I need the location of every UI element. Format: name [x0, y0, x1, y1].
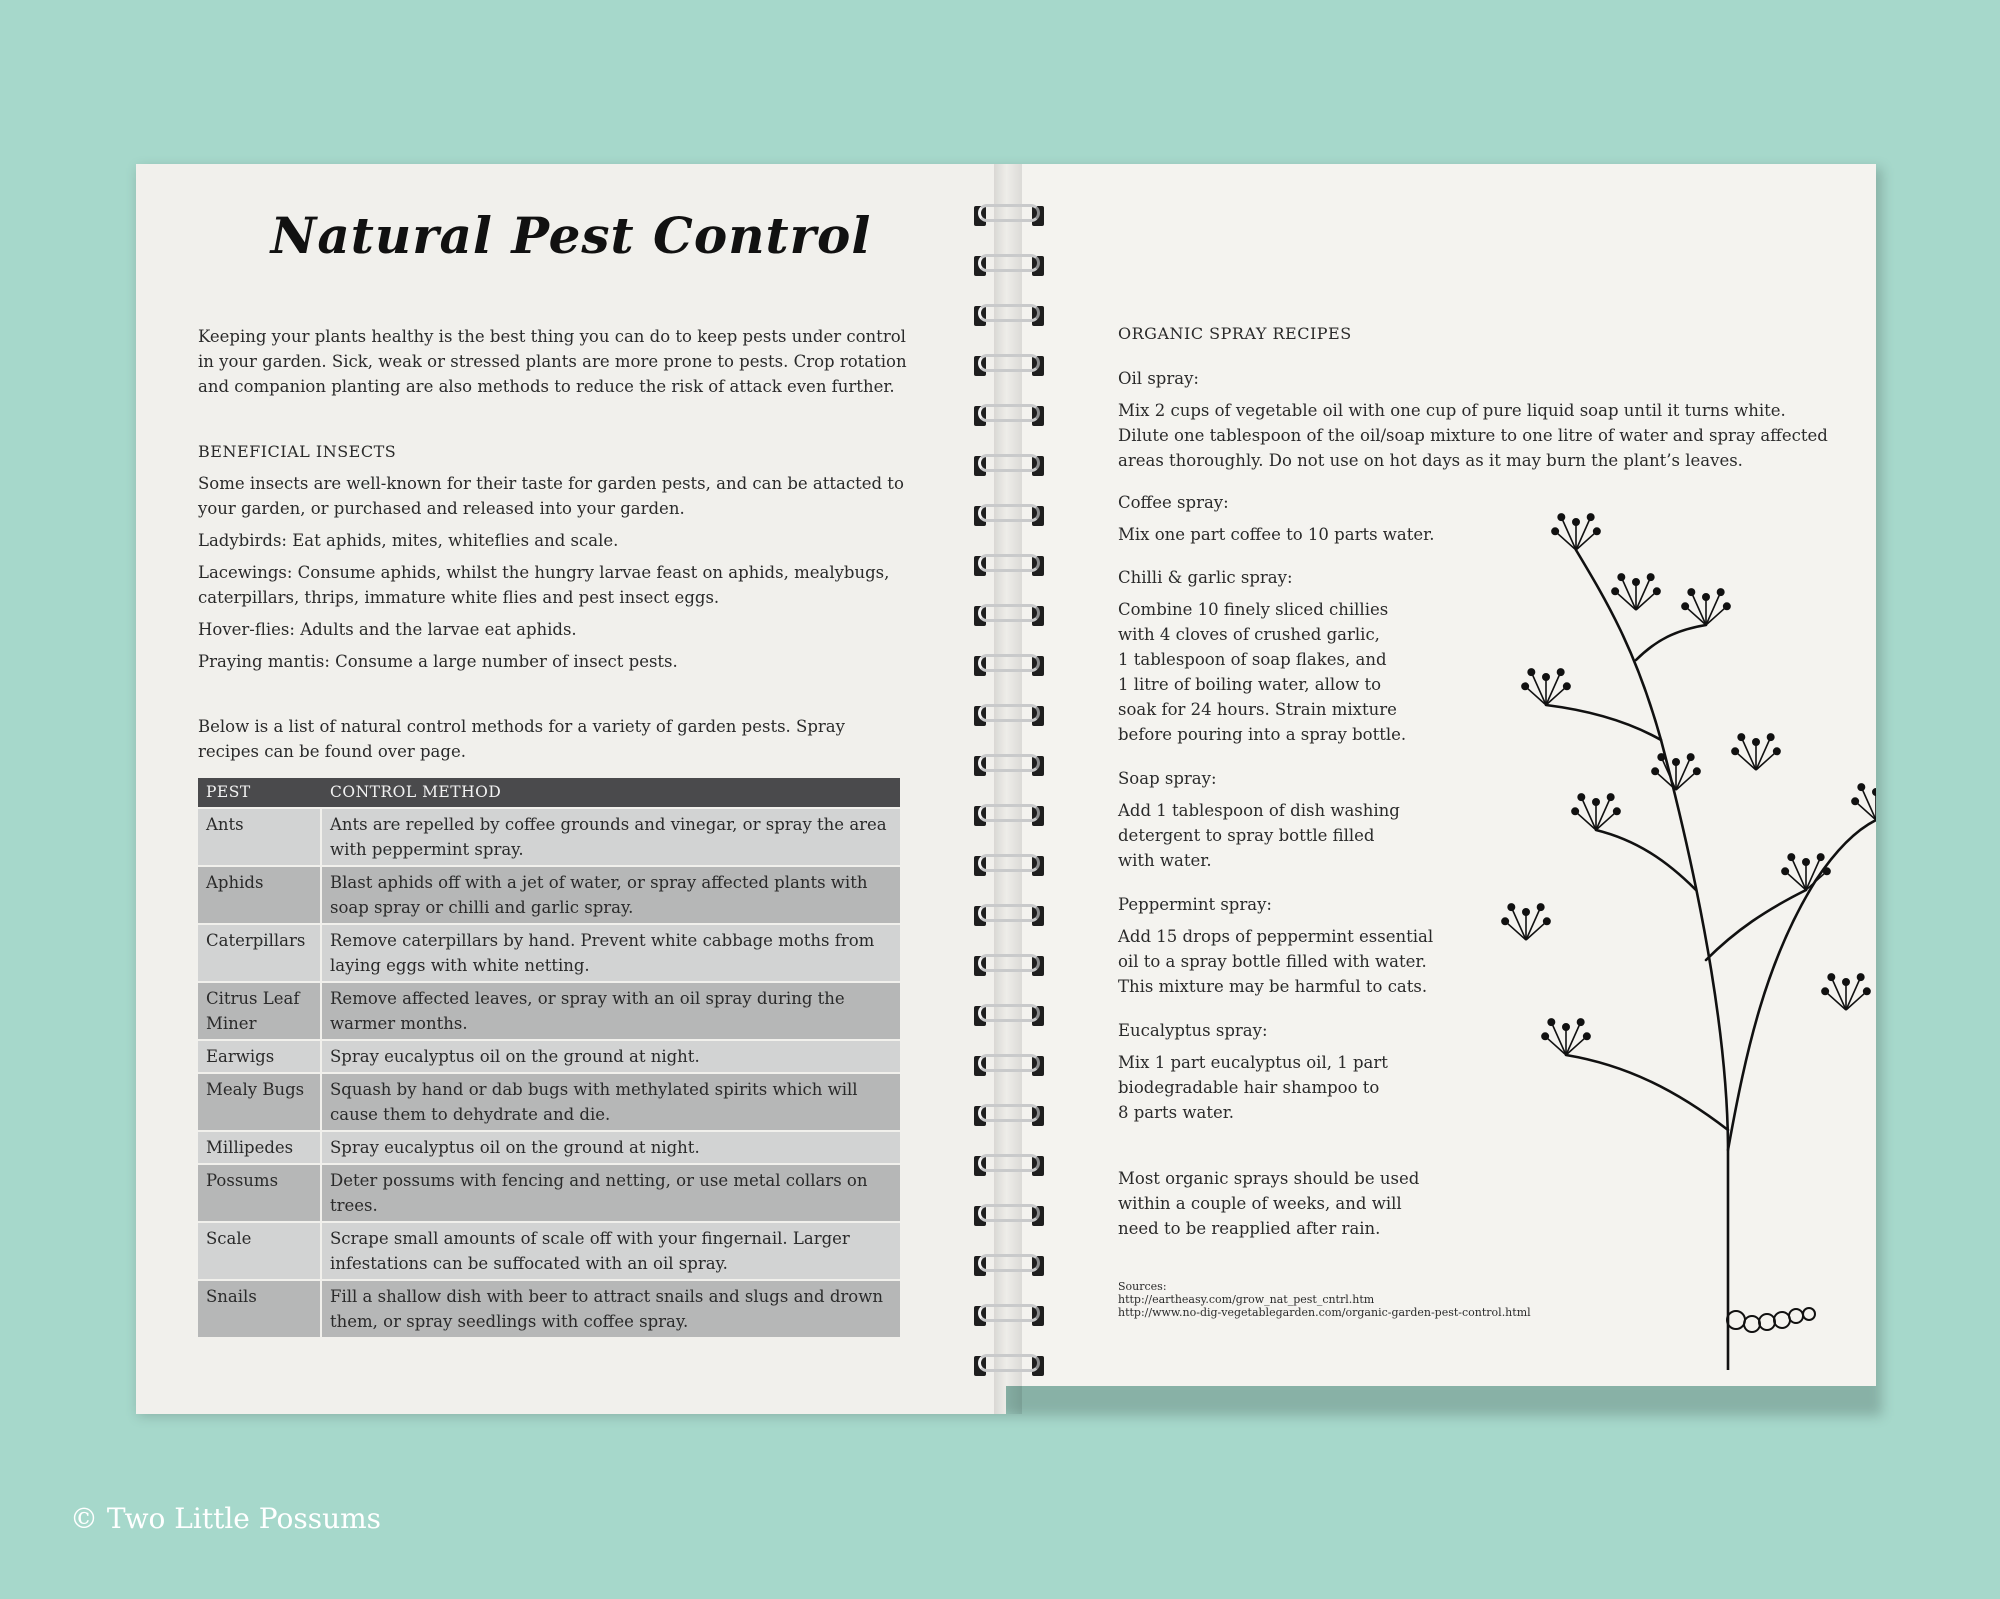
- flower-bud: [1724, 603, 1730, 609]
- method-cell: Ants are repelled by coffee grounds and vinegar, or spray the area with peppermint spray.: [322, 809, 900, 865]
- flower-stalk: [1735, 751, 1756, 770]
- table-row: [198, 925, 900, 981]
- pest-cell: Earwigs: [198, 1041, 322, 1072]
- peppermint-spray-title: Peppermint spray:: [1118, 895, 1272, 914]
- peppermint-spray-line: This mixture may be harmful to cats.: [1118, 977, 1428, 996]
- pest-cell: Snails: [198, 1281, 322, 1337]
- flower-bud: [1822, 988, 1828, 994]
- flower-bud: [1828, 974, 1834, 980]
- flower-bud: [1864, 988, 1870, 994]
- flower-bud: [1607, 794, 1613, 800]
- pest-cell: Citrus Leaf Miner: [198, 983, 322, 1039]
- soap-spray-line: Add 1 tablespoon of dish washing: [1118, 801, 1400, 820]
- plant-flower-clusters: [1502, 514, 1876, 1055]
- flower-bud: [1873, 789, 1876, 795]
- flower-stalk: [1655, 771, 1676, 790]
- flower-bud: [1563, 1024, 1569, 1030]
- flower-bud: [1508, 904, 1514, 910]
- beneficial-insects-heading: BENEFICIAL INSECTS: [198, 442, 397, 461]
- table-row: [198, 867, 900, 923]
- method-cell: Blast aphids off with a jet of water, or spray affected plants with soap spray or chilli and garlic spray.: [322, 867, 900, 923]
- flower-bud: [1594, 528, 1600, 534]
- flower-bud: [1528, 669, 1534, 675]
- peppermint-spray-line: oil to a spray bottle filled with water.: [1118, 952, 1427, 971]
- flower-bud: [1788, 854, 1794, 860]
- flower-bud: [1587, 514, 1593, 520]
- flower-bud: [1738, 734, 1744, 740]
- pest-cell: Millipedes: [198, 1132, 322, 1163]
- flower-bud: [1654, 588, 1660, 594]
- binding-coil: [974, 552, 1044, 578]
- flower-bud: [1593, 799, 1599, 805]
- binding-coil: [974, 1002, 1044, 1028]
- flower-bud: [1633, 579, 1639, 585]
- flower-bud: [1558, 514, 1564, 520]
- table-row: [198, 1223, 900, 1279]
- flower-stalk: [1785, 871, 1806, 890]
- copyright-watermark: © Two Little Possums: [70, 1502, 382, 1535]
- control-method-column-header: CONTROL METHOD: [322, 778, 900, 807]
- flower-bud: [1552, 528, 1558, 534]
- table-header-row: [198, 778, 900, 807]
- plant-upper-left-branch: [1546, 705, 1661, 740]
- flower-bud: [1824, 868, 1830, 874]
- binding-coil: [974, 202, 1044, 228]
- peppermint-spray-line: Add 15 drops of peppermint essential: [1118, 927, 1434, 946]
- flower-stalk: [1636, 591, 1657, 610]
- flower-bud: [1542, 1033, 1548, 1039]
- chilli-garlic-spray-title: Chilli & garlic spray:: [1118, 568, 1293, 587]
- closing-line: within a couple of weeks, and will: [1118, 1194, 1402, 1213]
- flower-bud: [1557, 669, 1563, 675]
- praying-mantis-text: Praying mantis: Consume a large number of insect pests.: [198, 652, 678, 671]
- oil-spray-text: Mix 2 cups of vegetable oil with one cup of pure liquid soap until it turns white. Dilute one tablespoon of the oil/soap mixture to one litre of water and spray affected areas thoroughly. Do not use on hot days as it may burn the plant’s leaves.: [1118, 401, 1828, 470]
- flower-bud: [1618, 574, 1624, 580]
- flower-bud: [1688, 589, 1694, 595]
- flower-stalk: [1526, 921, 1547, 940]
- binding-coil: [974, 252, 1044, 278]
- flower-stalk: [1825, 991, 1846, 1010]
- lacewings-text: Lacewings: Consume aphids, whilst the hungry larvae feast on aphids, mealybugs, caterpillars, thrips, immature white flies and pest insect eggs.: [198, 563, 890, 607]
- flower-bud: [1687, 754, 1693, 760]
- binding-coil: [974, 502, 1044, 528]
- flower-bud: [1573, 519, 1579, 525]
- plant-illustration: [1406, 490, 1876, 1370]
- flower-stalk: [1756, 751, 1777, 770]
- flower-bud: [1544, 918, 1550, 924]
- flower-bud: [1803, 859, 1809, 865]
- chilli-garlic-line: with 4 cloves of crushed garlic,: [1118, 625, 1380, 644]
- flower-stalk: [1706, 606, 1727, 625]
- binding-coil: [974, 1302, 1044, 1328]
- flower-bud: [1694, 768, 1700, 774]
- flower-bud: [1584, 1033, 1590, 1039]
- flower-stalk: [1505, 921, 1526, 940]
- flower-bud: [1817, 854, 1823, 860]
- flower-bud: [1522, 683, 1528, 689]
- binding-coil: [974, 1152, 1044, 1178]
- pest-cell: Ants: [198, 809, 322, 865]
- pest-cell: Mealy Bugs: [198, 1074, 322, 1130]
- spray-recipes-heading: ORGANIC SPRAY RECIPES: [1118, 324, 1352, 343]
- eucalyptus-spray-title: Eucalyptus spray:: [1118, 1021, 1268, 1040]
- flower-bud: [1577, 1019, 1583, 1025]
- beneficial-intro: Some insects are well-known for their taste for garden pests, and can be attacted to your garden, or purchased and released into your garden.: [198, 474, 904, 518]
- chilli-garlic-line: soak for 24 hours. Strain mixture: [1118, 700, 1397, 719]
- flower-bud: [1502, 918, 1508, 924]
- binding-coil: [974, 1252, 1044, 1278]
- pest-cell: Possums: [198, 1165, 322, 1221]
- flower-stalk: [1575, 811, 1596, 830]
- flower-stalk: [1855, 801, 1876, 820]
- method-cell: Fill a shallow dish with beer to attract snails and slugs and drown them, or spray seedlings with coffee spray.: [322, 1281, 900, 1337]
- flower-stalk: [1676, 771, 1697, 790]
- flower-bud: [1717, 589, 1723, 595]
- caterpillar-icon: [1727, 1308, 1815, 1332]
- plant-mid-left-branch: [1596, 830, 1696, 890]
- flower-stalk: [1576, 531, 1597, 550]
- flower-bud: [1564, 683, 1570, 689]
- flower-stalk: [1525, 686, 1546, 705]
- soap-spray-title: Soap spray:: [1118, 769, 1217, 788]
- method-cell: Spray eucalyptus oil on the ground at night.: [322, 1132, 900, 1163]
- binding-coil: [974, 752, 1044, 778]
- pest-cell: Aphids: [198, 867, 322, 923]
- flower-bud: [1614, 808, 1620, 814]
- binding-coil: [974, 1102, 1044, 1128]
- binding-coil: [974, 302, 1044, 328]
- table-row: [198, 1165, 900, 1221]
- flower-stalk: [1685, 606, 1706, 625]
- control-methods-intro: Below is a list of natural control methods for a variety of garden pests. Spray recipes can be found over page.: [198, 717, 845, 761]
- flower-bud: [1843, 979, 1849, 985]
- soap-spray-line: detergent to spray bottle filled: [1118, 826, 1375, 845]
- table-row: [198, 1041, 900, 1072]
- table-row: [198, 983, 900, 1039]
- flower-bud: [1782, 868, 1788, 874]
- binding-coil: [974, 802, 1044, 828]
- intro-paragraph: Keeping your plants healthy is the best thing you can do to keep pests under control in your garden. Sick, weak or stressed plants are more prone to pests. Crop rotation and companion planting are also methods to reduce the risk of attack even further.: [198, 327, 907, 396]
- flower-bud: [1703, 594, 1709, 600]
- flower-bud: [1658, 754, 1664, 760]
- page-title: Natural Pest Control: [270, 206, 872, 265]
- flower-stalk: [1596, 811, 1617, 830]
- flower-bud: [1652, 768, 1658, 774]
- flower-bud: [1647, 574, 1653, 580]
- flower-bud: [1543, 674, 1549, 680]
- closing-line: Most organic sprays should be used: [1118, 1169, 1420, 1188]
- pest-control-table: [198, 776, 900, 1339]
- flower-bud: [1682, 603, 1688, 609]
- chilli-garlic-line: Combine 10 finely sliced chillies: [1118, 600, 1389, 619]
- flower-bud: [1572, 808, 1578, 814]
- binding-coil: [974, 602, 1044, 628]
- flower-stalk: [1615, 591, 1636, 610]
- plant-left-branch: [1566, 1055, 1728, 1130]
- flower-bud: [1548, 1019, 1554, 1025]
- plant-right-branch: [1728, 820, 1876, 1150]
- left-page: [136, 164, 1006, 1414]
- method-cell: Remove caterpillars by hand. Prevent white cabbage moths from laying eggs with white netting.: [322, 925, 900, 981]
- eucalyptus-spray-line: Mix 1 part eucalyptus oil, 1 part: [1118, 1053, 1388, 1072]
- binding-coil: [974, 1202, 1044, 1228]
- closing-line: need to be reapplied after rain.: [1118, 1219, 1381, 1238]
- coffee-spray-title: Coffee spray:: [1118, 493, 1229, 512]
- binding-coil: [974, 452, 1044, 478]
- binding-coil: [974, 702, 1044, 728]
- sources-label: Sources:: [1118, 1280, 1167, 1293]
- binding-coil: [974, 652, 1044, 678]
- flower-stalk: [1555, 531, 1576, 550]
- flower-bud: [1578, 794, 1584, 800]
- table-row: [198, 809, 900, 865]
- pest-cell: Caterpillars: [198, 925, 322, 981]
- flower-bud: [1852, 798, 1858, 804]
- flower-stalk: [1545, 1036, 1566, 1055]
- flower-stalk: [1806, 871, 1827, 890]
- flower-bud: [1732, 748, 1738, 754]
- binding-coil: [974, 352, 1044, 378]
- chilli-garlic-line: 1 tablespoon of soap flakes, and: [1118, 650, 1387, 669]
- chilli-garlic-line: 1 litre of boiling water, allow to: [1118, 675, 1382, 694]
- method-cell: Remove affected leaves, or spray with an oil spray during the warmer months.: [322, 983, 900, 1039]
- source-link[interactable]: http://eartheasy.com/grow_nat_pest_cntrl.htm: [1118, 1293, 1375, 1306]
- flower-bud: [1673, 759, 1679, 765]
- table-row: [198, 1281, 900, 1337]
- pest-cell: Scale: [198, 1223, 322, 1279]
- flower-bud: [1858, 784, 1864, 790]
- source-link[interactable]: http://www.no-dig-vegetablegarden.com/organic-garden-pest-control.html: [1118, 1306, 1531, 1319]
- flower-bud: [1767, 734, 1773, 740]
- pest-column-header: PEST: [198, 778, 322, 807]
- flower-stalk: [1566, 1036, 1587, 1055]
- ladybirds-text: Ladybirds: Eat aphids, mites, whiteflies and scale.: [198, 531, 619, 550]
- flower-bud: [1857, 974, 1863, 980]
- flower-stalk: [1546, 686, 1567, 705]
- binding-coil: [974, 902, 1044, 928]
- method-cell: Spray eucalyptus oil on the ground at night.: [322, 1041, 900, 1072]
- flower-bud: [1753, 739, 1759, 745]
- binding-coil: [974, 1052, 1044, 1078]
- coffee-spray-text: Mix one part coffee to 10 parts water.: [1118, 525, 1435, 544]
- method-cell: Deter possums with fencing and netting, or use metal collars on trees.: [322, 1165, 900, 1221]
- flower-bud: [1523, 909, 1529, 915]
- plant-top-right-branch: [1636, 625, 1706, 660]
- soap-spray-line: with water.: [1118, 851, 1212, 870]
- binding-coil: [974, 402, 1044, 428]
- flower-bud: [1612, 588, 1618, 594]
- method-cell: Squash by hand or dab bugs with methylated spirits which will cause them to dehydrate and die.: [322, 1074, 900, 1130]
- eucalyptus-spray-line: biodegradable hair shampoo to: [1118, 1078, 1380, 1097]
- oil-spray-title: Oil spray:: [1118, 369, 1199, 388]
- flower-bud: [1774, 748, 1780, 754]
- chilli-garlic-line: before pouring into a spray bottle.: [1118, 725, 1407, 744]
- binding-coil: [974, 952, 1044, 978]
- flower-bud: [1537, 904, 1543, 910]
- table-row: [198, 1074, 900, 1130]
- eucalyptus-spray-line: 8 parts water.: [1118, 1103, 1235, 1122]
- binding-coil: [974, 852, 1044, 878]
- method-cell: Scrape small amounts of scale off with your fingernail. Larger infestations can be suffocated with an oil spray.: [322, 1223, 900, 1279]
- hoverflies-text: Hover-flies: Adults and the larvae eat aphids.: [198, 620, 577, 639]
- binding-coil: [974, 1352, 1044, 1378]
- table-row: [198, 1132, 900, 1163]
- flower-stalk: [1846, 991, 1867, 1010]
